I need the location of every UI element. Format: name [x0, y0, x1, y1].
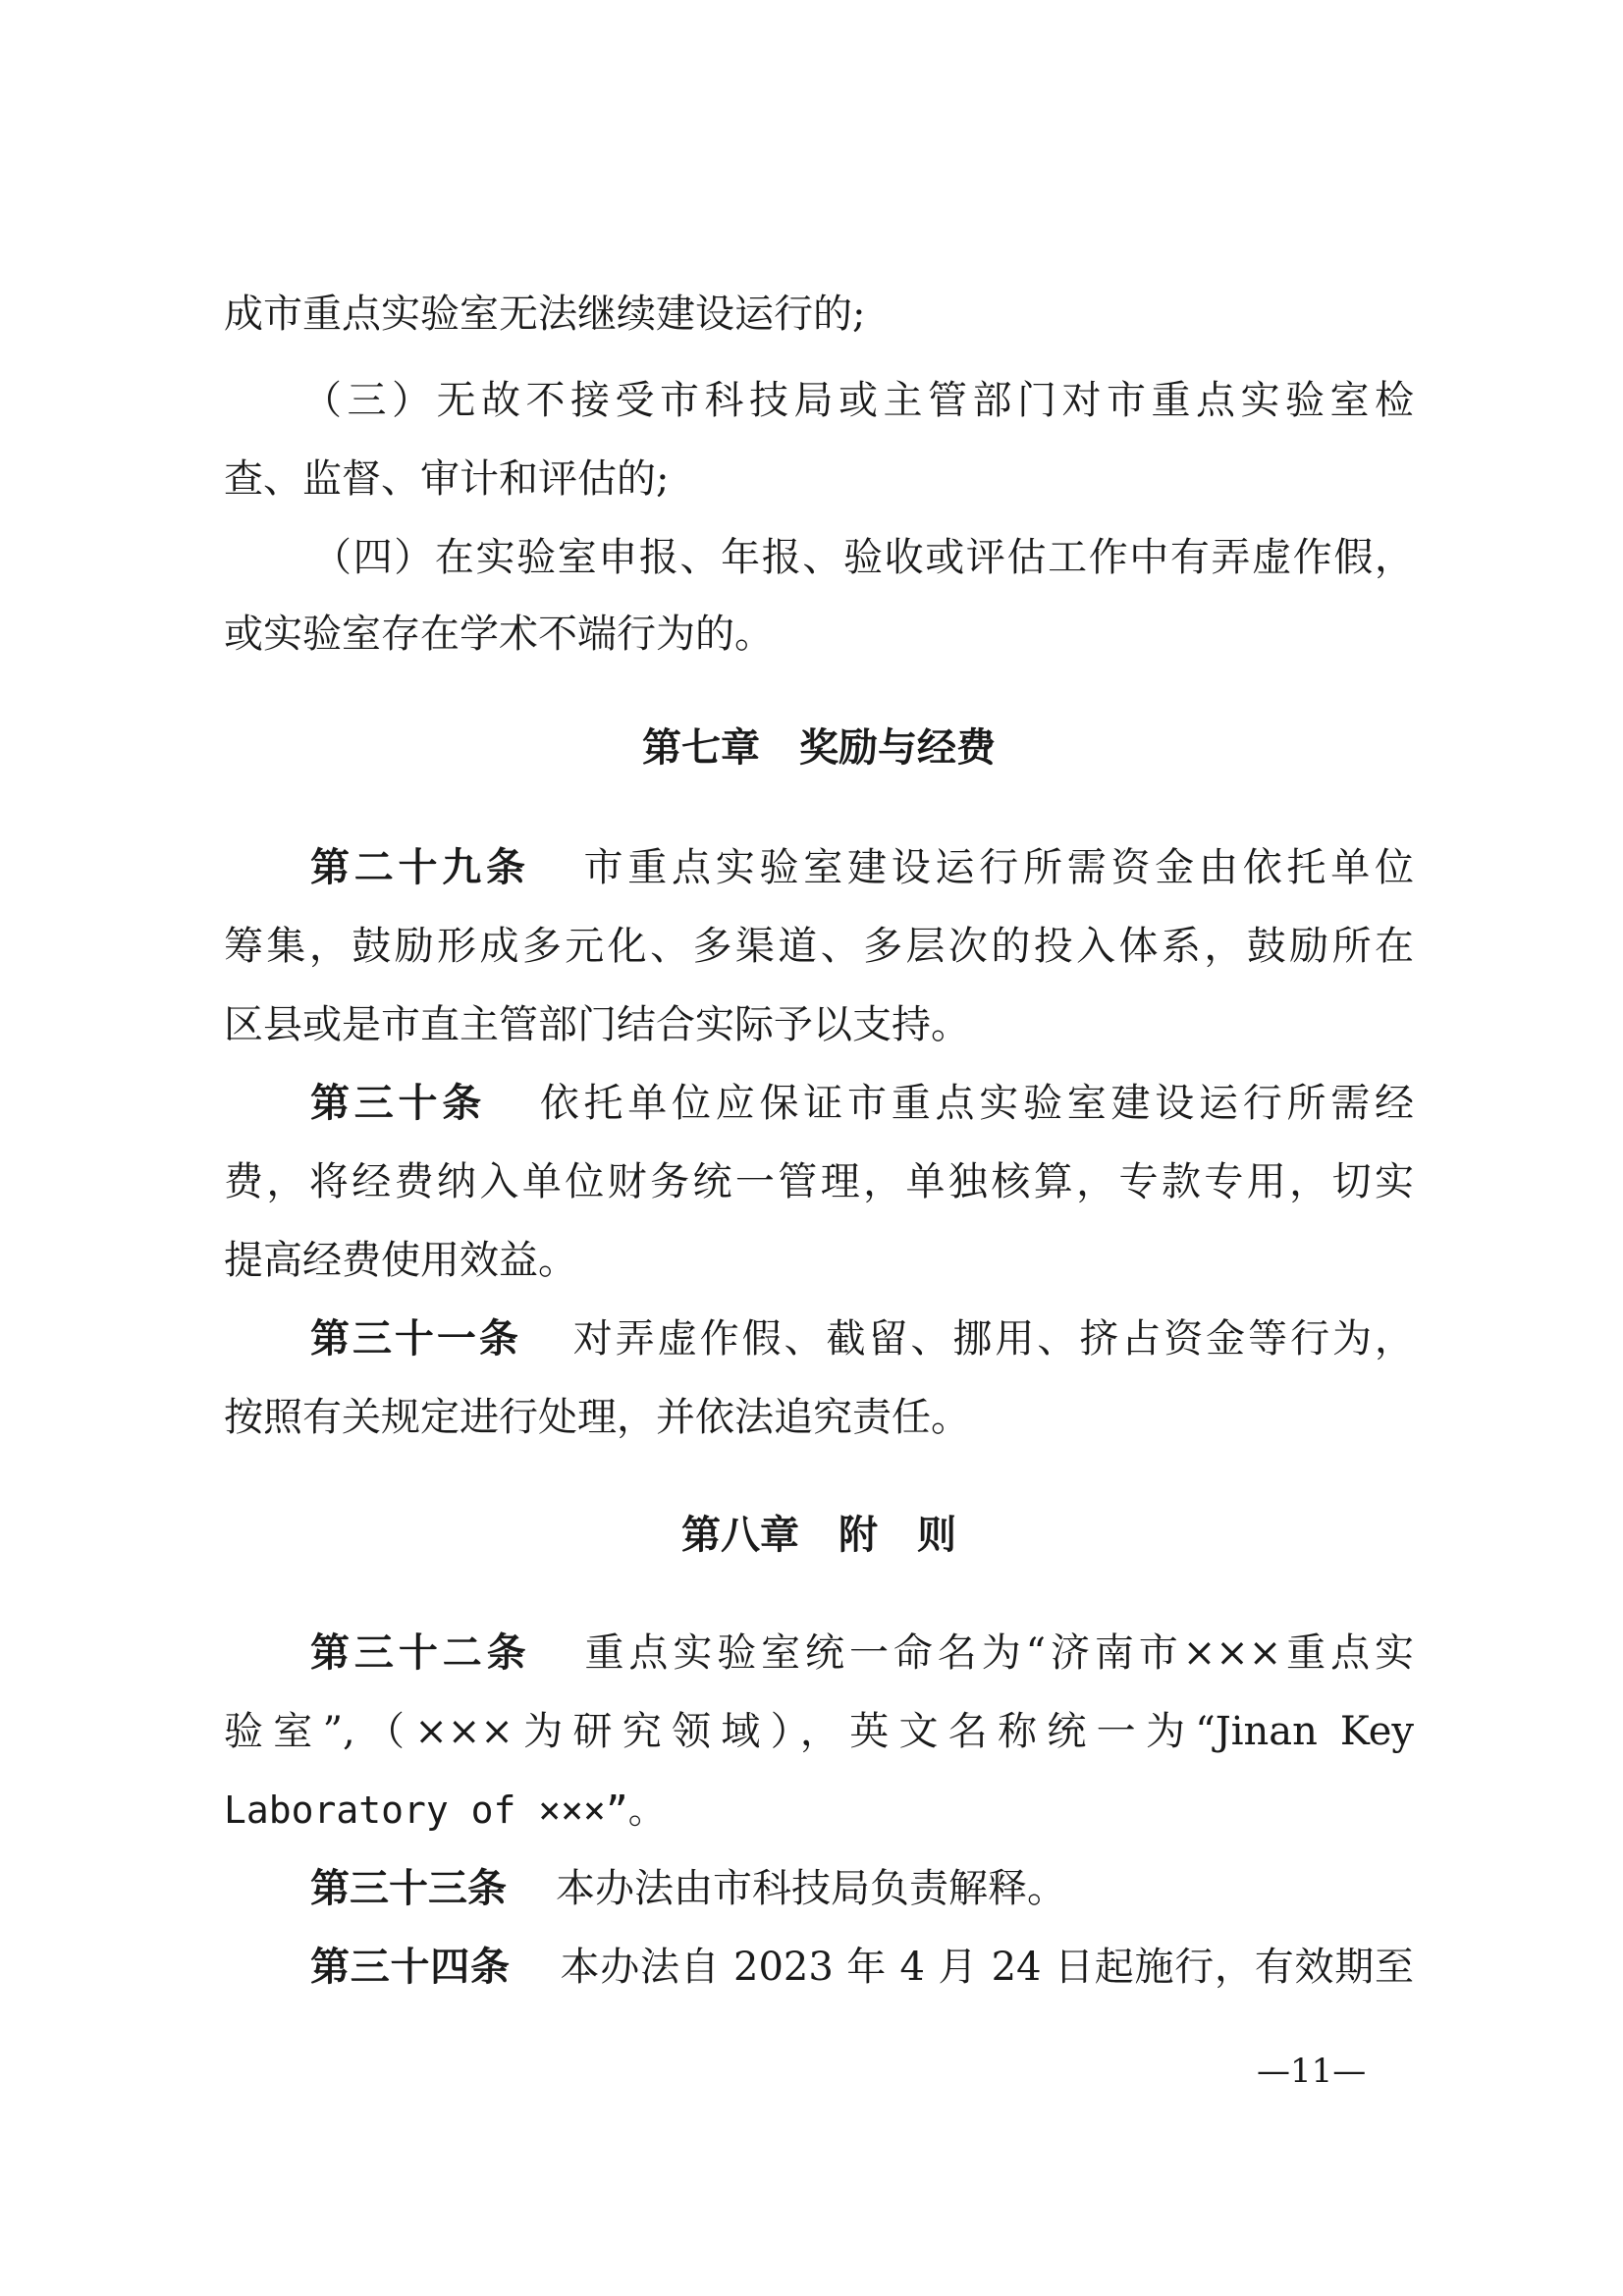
chapter-8-title: 附 则: [839, 1513, 956, 1558]
article-32-line-3: Laboratory of ×××”。: [224, 1789, 666, 1832]
article-32-text-1: 重点实验室统一命名为“济南市×××重点实: [579, 1630, 1415, 1676]
article-29-label: 第二十九条: [310, 845, 530, 890]
item-four-line-1: （四）在实验室申报、年报、验收或评估工作中有弄虚作假，: [312, 535, 1414, 580]
article-31-line-1: [224, 1311, 1414, 1366]
article-31-line-2: 按照有关规定进行处理，并依法追究责任。: [224, 1395, 970, 1440]
chapter-7-number: 第七章: [642, 725, 760, 771]
article-29-line-2: 筹集，鼓励形成多元化、多渠道、多层次的投入体系，鼓励所在: [224, 924, 1414, 969]
article-30-line-2: 费，将经费纳入单位财务统一管理，单独核算，专款专用，切实: [224, 1159, 1414, 1204]
article-30-line-3: 提高经费使用效益。: [224, 1238, 577, 1283]
article-34-line-1: [224, 1940, 1414, 1995]
page-number: —11—: [1257, 2052, 1367, 2091]
article-30-label: 第三十条: [310, 1081, 486, 1126]
item-three-line-1: （三）无故不接受市科技局或主管部门对市重点实验室检: [302, 378, 1414, 423]
article-30-text-1: 依托单位应保证市重点实验室建设运行所需经: [535, 1081, 1414, 1126]
article-34-text-1: 本办法自 2023 年 4 月 24 日起施行，有效期至: [559, 1945, 1414, 1990]
article-33-text-1: 本办法由市科技局负责解释。: [556, 1866, 1066, 1911]
chapter-8-number: 第八章: [681, 1513, 799, 1558]
article-29-line-1: [224, 840, 1414, 895]
article-32-line-2: 验室”,（×××为研究领域），英文名称统一为“Jinan Key: [224, 1709, 1414, 1754]
chapter-8-heading: [224, 1508, 1414, 1563]
article-31-text-1: 对弄虚作假、截留、挪用、挤占资金等行为，: [569, 1316, 1415, 1362]
article-32-line-1: [224, 1626, 1414, 1681]
article-30-line-1: [224, 1076, 1414, 1131]
article-33-line-1: [224, 1861, 1414, 1916]
article-29-line-3: 区县或是市直主管部门结合实际予以支持。: [224, 1002, 970, 1047]
chapter-7-heading: [224, 721, 1414, 775]
article-34-label: 第三十四条: [310, 1945, 511, 1990]
item-three-line-2: 查、监督、审计和评估的;: [224, 456, 670, 502]
article-32-label: 第三十二条: [310, 1630, 531, 1676]
item-four-line-2: 或实验室存在学术不端行为的。: [224, 612, 774, 657]
text-line-1: 成市重点实验室无法继续建设运行的;: [224, 292, 866, 337]
chapter-7-title: 奖励与经费: [799, 725, 996, 771]
article-29-text-1: 市重点实验室建设运行所需资金由依托单位: [578, 845, 1414, 890]
article-31-label: 第三十一条: [310, 1316, 521, 1362]
article-33-label: 第三十三条: [310, 1866, 507, 1911]
document-page: [224, 0, 1414, 2296]
